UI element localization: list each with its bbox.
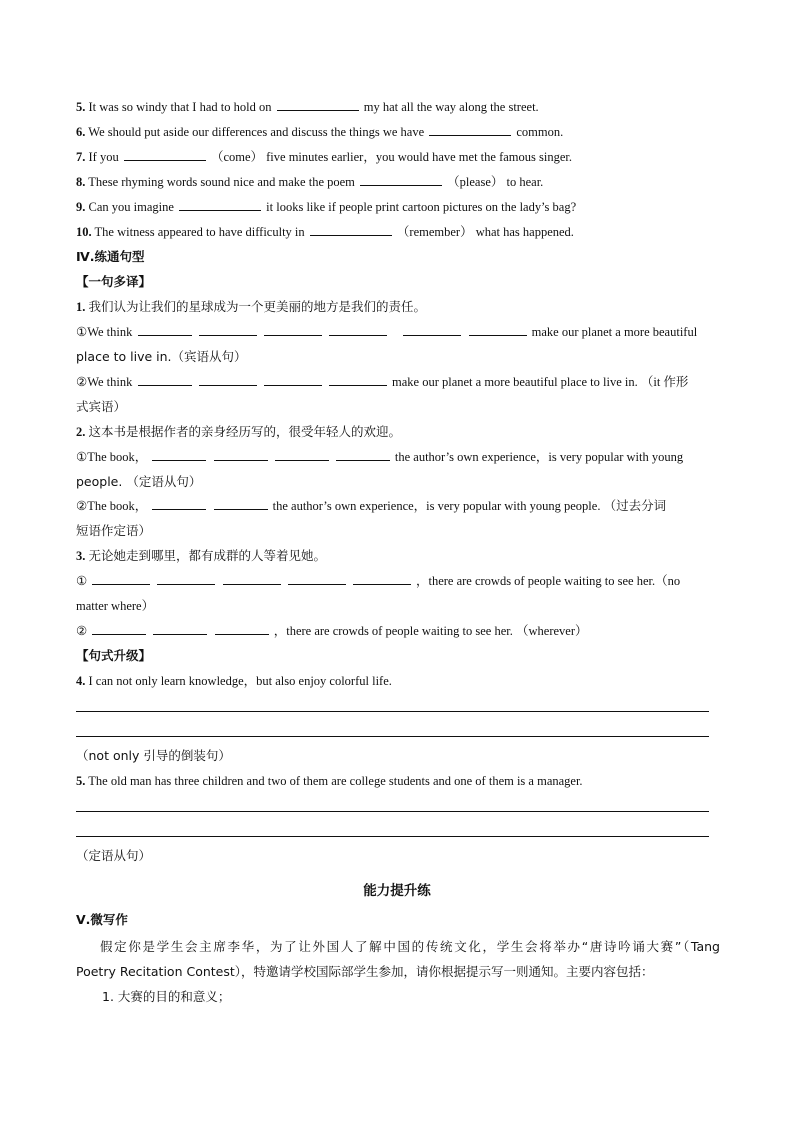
answer-blank[interactable]	[138, 384, 192, 386]
answer-prefix: ②We think	[76, 375, 133, 389]
question-number: 2.	[76, 425, 86, 439]
item-text-after: （come） five minutes earlier，you would have met the famous singer.	[210, 150, 572, 164]
answer-line[interactable]	[76, 711, 709, 712]
answer-suffix: the author’s own experience，is very popular with young people. （过去分词	[272, 499, 667, 513]
answer-blank[interactable]	[153, 633, 207, 635]
answer-blank[interactable]	[336, 459, 390, 461]
question-2-answer-b-cont: 短语作定语）	[76, 523, 152, 538]
question-1-answer-a-cont: place to live in.（宾语从句）	[76, 349, 247, 364]
section-4-title: Ⅳ.练通句型	[76, 249, 145, 264]
question-4	[76, 671, 720, 691]
answer-blank[interactable]	[92, 583, 150, 585]
answer-blank[interactable]	[157, 583, 215, 585]
answer-line[interactable]	[76, 736, 709, 737]
item-text-before: Can you imagine	[88, 200, 174, 214]
item-text-before: We should put aside our differences and discuss the things we have	[88, 125, 425, 139]
answer-blank[interactable]	[264, 384, 322, 386]
question-3	[76, 546, 720, 566]
item-text-before: If you	[88, 150, 119, 164]
item-text-before: It was so windy that I had to hold on	[88, 100, 272, 114]
answer-blank[interactable]	[214, 459, 268, 461]
answer-blank[interactable]	[199, 384, 257, 386]
item-text-before: These rhyming words sound nice and make the poem	[88, 175, 355, 189]
answer-blank[interactable]	[199, 334, 257, 336]
answer-blank[interactable]	[214, 508, 268, 510]
answer-suffix: make our planet a more beautiful place to live in. （it 作形	[392, 375, 689, 389]
answer-blank[interactable]	[138, 334, 192, 336]
item-number: 9.	[76, 200, 86, 214]
question-1	[76, 297, 720, 317]
answer-suffix: the author’s own experience，is very popular with young	[394, 450, 684, 464]
answer-blank[interactable]	[92, 633, 146, 635]
answer-blank[interactable]	[215, 633, 269, 635]
answer-prefix: ②The book，	[76, 499, 148, 513]
question-3-answer-a	[76, 571, 720, 591]
item-number: 8.	[76, 175, 86, 189]
answer-blank[interactable]	[429, 134, 511, 136]
question-2-answer-a	[76, 447, 720, 467]
question-number: 3.	[76, 549, 86, 563]
question-chinese: 无论她走到哪里，都有成群的人等着见她。	[88, 548, 327, 563]
answer-blank[interactable]	[353, 583, 411, 585]
answer-blank[interactable]	[329, 334, 387, 336]
answer-blank[interactable]	[124, 159, 206, 161]
question-3-answer-b	[76, 621, 720, 641]
answer-blank[interactable]	[469, 334, 527, 336]
answer-line[interactable]	[76, 836, 709, 837]
item-number: 10.	[76, 225, 92, 239]
question-number: 5.	[76, 774, 86, 788]
question-1-answer-b	[76, 372, 720, 392]
sentence-upgrade-heading: 【句式升级】	[76, 648, 152, 663]
answer-blank[interactable]	[264, 334, 322, 336]
answer-line[interactable]	[76, 811, 709, 812]
prompt-paragraph-line-2: Poetry Recitation Contest），特邀请学校国际部学生参加，请你根据提示写一则通知。主要内容包括：	[76, 964, 654, 979]
item-number: 5.	[76, 100, 86, 114]
question-text: The old man has three children and two of them are college students and one of them is a manager.	[88, 774, 583, 788]
answer-prefix: ②	[76, 624, 88, 638]
question-chinese: 我们认为让我们的星球成为一个更美丽的地方是我们的责任。	[88, 299, 427, 314]
question-5-hint: （定语从句）	[76, 848, 152, 863]
item-text-before: The witness appeared to have difficulty in	[94, 225, 305, 239]
item-number: 6.	[76, 125, 86, 139]
question-4-hint: （not only 引导的倒装句）	[76, 748, 231, 763]
question-2	[76, 422, 720, 442]
answer-blank[interactable]	[152, 508, 206, 510]
prompt-paragraph-line-1: 假定你是学生会主席李华，为了让外国人了解中国的传统文化，学生会将举办“唐诗吟诵大赛”（Tang	[100, 939, 720, 954]
answer-blank[interactable]	[403, 334, 461, 336]
answer-prefix: ①The book，	[76, 450, 148, 464]
answer-suffix: ，there are crowds of people waiting to see her.（no	[415, 574, 681, 588]
item-text-after: it looks like if people print cartoon pictures on the lady’s bag?	[266, 200, 577, 214]
item-text-after: common.	[516, 125, 564, 139]
item-number: 7.	[76, 150, 86, 164]
question-1-answer-a	[76, 322, 720, 342]
ability-section-title: 能力提升练	[363, 883, 431, 899]
question-number: 4.	[76, 674, 86, 688]
fill-item-8	[76, 172, 720, 192]
answer-blank[interactable]	[360, 184, 442, 186]
question-5	[76, 771, 720, 791]
question-2-answer-a-cont: people. （定语从句）	[76, 474, 202, 489]
question-text: I can not only learn knowledge，but also enjoy colorful life.	[88, 674, 392, 688]
answer-suffix: ，there are crowds of people waiting to see her. （wherever）	[273, 624, 588, 638]
fill-item-9	[76, 197, 720, 217]
section-5-title: Ⅴ.微写作	[76, 912, 128, 927]
answer-prefix: ①	[76, 574, 88, 588]
question-3-answer-a-cont: matter where）	[76, 599, 155, 613]
answer-blank[interactable]	[277, 109, 359, 111]
answer-blank[interactable]	[329, 384, 387, 386]
answer-blank[interactable]	[152, 459, 206, 461]
question-chinese: 这本书是根据作者的亲身经历写的，很受年轻人的欢迎。	[88, 424, 402, 439]
fill-item-6	[76, 122, 720, 142]
answer-blank[interactable]	[179, 209, 261, 211]
answer-blank[interactable]	[275, 459, 329, 461]
answer-blank[interactable]	[288, 583, 346, 585]
question-1-answer-b-cont: 式宾语）	[76, 399, 127, 414]
answer-blank[interactable]	[310, 234, 392, 236]
item-text-after: my hat all the way along the street.	[363, 100, 539, 114]
fill-item-10	[76, 222, 720, 242]
fill-item-7	[76, 147, 720, 167]
answer-suffix: make our planet a more beautiful	[531, 325, 698, 339]
question-2-answer-b	[76, 496, 720, 516]
question-number: 1.	[76, 300, 86, 314]
answer-prefix: ①We think	[76, 325, 133, 339]
prompt-point-1: 1. 大赛的目的和意义；	[102, 989, 231, 1004]
multi-translation-heading: 【一句多译】	[76, 274, 152, 289]
fill-item-5	[76, 97, 720, 117]
item-text-after: （remember） what has happened.	[396, 225, 574, 239]
answer-blank[interactable]	[223, 583, 281, 585]
item-text-after: （please） to hear.	[447, 175, 544, 189]
